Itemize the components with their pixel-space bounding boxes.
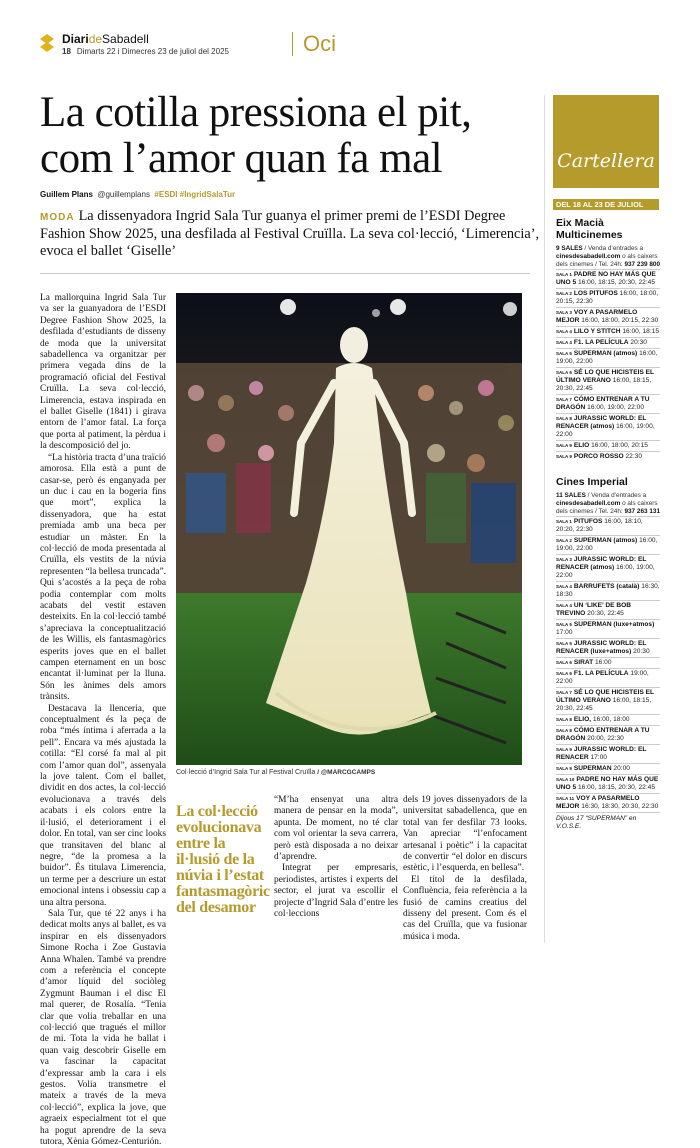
article-lead [40, 208, 540, 260]
film-title: SÉ LO QUE HICISTEIS EL ÚLTIMO VERANO [556, 369, 654, 384]
film-times: 16:00 [594, 659, 612, 666]
room-label: SALA 5 [556, 351, 572, 356]
film-times: 20:30 [633, 648, 650, 655]
cinema-info: 9 SALES / Venda d’entrades a cinesdesabadell.com o als caixers dels cinemes / Tel. 24h: 937 239 800 [556, 245, 660, 268]
film-title: JURASSIC WORLD: EL RENACER (atmos) [556, 556, 647, 571]
film-listing [556, 657, 660, 668]
film-listing [556, 367, 660, 394]
film-title: PITUFOS [573, 518, 603, 525]
film-times: 16:00, 18:15, 20:30, 22:45 [578, 279, 655, 286]
cinema-site-link[interactable]: cinesdesabadell.com [556, 253, 621, 260]
film-title: BARRUFETS (català) [573, 583, 640, 590]
film-times: 17:00 [556, 629, 573, 636]
film-listing [556, 619, 660, 638]
film-listing [556, 348, 660, 367]
film-title: SUPERMAN [573, 765, 612, 772]
film-listing [556, 581, 660, 600]
paragraph: Sala Tur, que té 22 anys i ha dedicat molts anys al ballet, es va inspirar en els dissenyadors Simone Rocha i Zoe Gustavia Anna Whalen. També va prendre com a referència el concepte d’amor líquid del sociòleg Zygmunt Bauman i el disc El mal querer, de Rosalía. “Tenia clar que volia treballar en una col·lecció que tragués el millor de mi. Tota la vida he ballat i quan vaig descobrir Giselle em va fascinar la capacitat d’expressar amb la cara i els gestos. Volia transmetre el mateix a través de la meva col·lecció”, explica la jove, que agraeix especialment tot el que ha pogut aprendre de la seva tutora, Xènia Gómez-Centurión. [40, 908, 166, 1148]
film-listing [556, 269, 660, 288]
film-listing [556, 451, 660, 462]
film-times: 16:30, 18:30, 20:30, 22:30 [581, 803, 659, 810]
film-times: 16:00, 18:15, 20:30, 22:45 [556, 697, 652, 712]
room-label: SALA 5 [556, 641, 572, 646]
room-label: SALA 4 [556, 603, 572, 608]
film-times: 20:00 [613, 765, 630, 772]
film-listing [556, 687, 660, 714]
sidebar-divider [544, 95, 545, 943]
film-times: 16:00, 18:00, 20:15, 22:30 [556, 290, 659, 305]
film-listing [556, 326, 660, 337]
film-listing [556, 744, 660, 763]
paragraph: “La història tracta d’una traïció amorosa. Ella està a punt de casar-se, però és enganyada per un duc i cau en la bogeria fins que mort”, explica la dissenyadora, que ha estat premiada amb una beca per estudiar un màster. En la col·lecció de moda presentada al Cruïlla, els vestits de la núvia representen “la bellesa truncada”. Qui s’acostés a la peça de roba podia contemplar com molts acabats del vestit estaven desteixits. En la col·lecció també s’apreciava la conceptualització de les Willis, els fantasmagòrics esperits joves que en el ballet campen eternament en un bosc encantat il·luminat per la lluna. Són les ànimes dels amors trànsits. [40, 452, 166, 703]
room-label: SALA 2 [556, 291, 572, 296]
runway-photo-illustration [176, 293, 522, 765]
paragraph: Integrat per empresaris, periodistes, artistes i experts del sector, el jurat va escollir el projecte d’Ingrid Sala d’entre les col·leccions [274, 863, 398, 920]
photo-credit: / @MARCGCAMPS [317, 769, 376, 776]
paragraph: El títol de la desfilada, Confluència, feia referència a la fusió de camins creatius del disseny del present. Com és el cas del Cruïlla, que va fusionar música i moda. [403, 874, 527, 942]
body-column-3 [403, 795, 527, 943]
film-listing [556, 307, 660, 326]
room-label: SALA 3 [556, 310, 572, 315]
film-listing [556, 774, 660, 793]
paragraph: Destacava la llenceria, que conceptualment és la peça de roba “més íntima i aferrada a la pell”. Encara va més ajustada la cotilla: “El corsé fa mal al pit com l’amor quan dol”, assenyala la jove talent. Com el ballet, dividit en dos actes, la col·lecció evolucionava a través dels acabats i els colors entre la il·lusió, el deteriorament i el dolor. En total, van ser cinc looks que transitaven del blanc al negre, “de la promesa a la buidor”. És titulava Limerencia, un terme per a descriure un estat emocional intens i obsessiu cap a una altra persona. [40, 703, 166, 908]
room-label: SALA 7 [556, 397, 572, 402]
page-number: 18 [62, 47, 71, 56]
film-title: SUPERMAN (atmos) [573, 350, 638, 357]
film-title: SIRAT [573, 659, 594, 666]
paragraph: La mallorquina Ingrid Sala Tur va ser la guanyadora de l’ESDI Degree Fashion Show 2025, la desfilada d’estudiants de disseny de moda que la universitat sabadellenca va organitzar per primera vegada dins de la programació oficial del Festival Cruïlla. La seva col·lecció, Limerencia, estava inspirada en el ballet Giselle (1841) i girava entorn de l’amor fatal. La força que porta al patiment, la pèrdua i la descomposició del jo. [40, 293, 166, 452]
room-label: SALA 4 [556, 340, 572, 345]
cinema-eix-macia [556, 217, 660, 462]
film-listing [556, 725, 660, 744]
room-label: SALA 6 [556, 370, 572, 375]
room-label: SALA 8 [556, 416, 572, 421]
film-listing [556, 516, 660, 535]
lead-text: La dissenyadora Ingrid Sala Tur guanya el primer premi de l’ESDI Degree Fashion Show 2025, una desfilada al Festival Cruïlla. La seva col·lecció, ‘Limerencia’, evoca el ballet ‘Giselle’ [40, 208, 540, 259]
author-handle[interactable]: @guillemplans [97, 190, 150, 199]
film-listing [556, 668, 660, 687]
film-listing [556, 554, 660, 581]
room-label: SALA 11 [556, 796, 575, 801]
film-times: 22:30 [625, 453, 643, 460]
paragraph: “M’ha ensenyat una altra manera de pensar en la moda”, apunta. De moment, no té clar com vol orientar la seva carrera, però està disposada a no deixar d’aprendre. [274, 795, 398, 863]
body-column-1 [40, 293, 166, 1148]
film-times: 16:00, 18:10, 20:20, 22:30 [556, 518, 643, 533]
film-times: 17:00 [590, 754, 607, 761]
film-listing [556, 337, 660, 348]
room-label: SALA 4 [556, 329, 572, 334]
film-title: JURASSIC WORLD: EL RENACER (atmos) [556, 415, 647, 430]
film-listing [556, 763, 660, 774]
screening-note: Dijous 17 “SUPERMAN” en V.O.S.E. [556, 812, 660, 831]
film-times: 16:00, 18:15, 20:30, 22:45 [578, 784, 655, 791]
room-label: SALA 1 [556, 272, 572, 277]
film-times: 16:00, 18:15, 20:30, 22:45 [556, 377, 652, 392]
room-label: SALA 3 [556, 557, 572, 562]
cinema-name: Eix Macià Multicinemes [556, 217, 623, 241]
film-title: JURASSIC WORLD: EL RENACER (luxe+atmos) [556, 640, 647, 655]
cinema-site-link[interactable]: cinesdesabadell.com [556, 500, 621, 507]
body-column-2 [274, 795, 398, 943]
page-meta [62, 47, 229, 56]
room-label: SALA 1 [556, 519, 572, 524]
cinema-imperial [556, 476, 660, 831]
film-title: LILO Y STITCH [573, 328, 621, 335]
film-times: 19:00, 22:00 [556, 670, 649, 685]
cartellera-banner [553, 95, 659, 188]
room-label: SALA 8 [556, 728, 572, 733]
room-label: SALA 6 [556, 660, 572, 665]
room-label: SALA 9 [556, 766, 572, 771]
film-title: PORCO ROSSO [573, 453, 624, 460]
film-title: PADRE NO HAY MÁS QUE UNO 5 [556, 776, 659, 791]
film-times: 20:00, 22:30 [587, 735, 624, 742]
room-label: SALA 10 [556, 777, 575, 782]
room-label: SALA 7 [556, 690, 572, 695]
film-title: VOY A PASARMELO MEJOR [556, 309, 638, 324]
film-listing [556, 288, 660, 307]
cinema-info: 11 SALES / Venda d’entrades a cinesdesabadell.com o als caixers dels cinemes / Tel. 24h: 937 263 131 [556, 492, 660, 515]
section-title: Oci [292, 32, 336, 56]
film-title: CÓMO ENTRENAR A TU DRAGÓN [556, 727, 650, 742]
article-photo [176, 293, 522, 765]
film-times: 16:30, 18:30 [556, 583, 660, 598]
room-label: SALA 9 [556, 747, 572, 752]
photo-caption: Col·lecció d’Ingrid Sala Tur al Festival Cruïlla / @MARCGCAMPS [176, 769, 376, 776]
film-listing [556, 440, 660, 451]
film-times: 20:30 [630, 339, 647, 346]
room-label: SALA 5 [556, 622, 572, 627]
film-listing [556, 535, 660, 554]
film-times: 20:30, 22:45 [587, 610, 624, 617]
byline [40, 190, 235, 199]
cinema-phone[interactable]: 937 239 800 [624, 261, 660, 268]
brand-logo[interactable]: DiarideSabadell [62, 32, 149, 46]
divider [40, 273, 530, 274]
room-label: SALA 2 [556, 538, 572, 543]
film-title: SÉ LO QUE HICISTEIS EL ÚLTIMO VERANO [556, 689, 654, 704]
room-label: SALA 8 [556, 717, 572, 722]
film-title: PADRE NO HAY MÁS QUE UNO 5 [556, 271, 656, 286]
paragraph: dels 19 joves dissenyadors de la universitat sabadellenca, que en total van fer desfilar 73 looks. Van apreciar “l’enfocament artesanal i poètic” i la capacitat de convertir “el dolor en discurs estètic, i l’esquerda, en bellesa”. [403, 795, 527, 874]
film-times: 16:00, 19:00, 22:00 [587, 404, 644, 411]
film-list [556, 269, 660, 462]
film-times: 16:00, 19:00, 22:00 [556, 423, 655, 438]
film-times: 16:00, 18:15 [622, 328, 660, 335]
pull-quote: La col·lecció evolucionava entre la il·lusió de la núvia i l’estat fantasmagòric del desamor [176, 803, 270, 916]
film-times: 16:00, 19:00, 22:00 [556, 350, 658, 365]
film-title: SUPERMAN (luxe+atmos) [573, 621, 655, 628]
film-title: F1. LA PELÍCULA [573, 670, 629, 677]
film-title: VOY A PASARMELO MEJOR [556, 795, 640, 810]
film-listing [556, 638, 660, 657]
film-title: ELIO, [573, 716, 592, 723]
film-times: 16:00, 18:00 [592, 716, 630, 723]
cartellera-title: Cartellera [557, 150, 655, 172]
film-list [556, 516, 660, 812]
film-times: 16:00, 18:00, 20:15, 22:30 [581, 317, 659, 324]
cinema-name: Cines Imperial [556, 476, 628, 488]
film-listing [556, 714, 660, 725]
film-listing [556, 394, 660, 413]
film-times: 16:00, 19:00, 22:00 [556, 564, 655, 579]
article-tags[interactable]: #ESDI #IngridSalaTur [154, 190, 236, 199]
lead-kicker: MODA [40, 212, 75, 223]
film-title: ELIO [573, 442, 590, 449]
film-title: SUPERMAN (atmos) [573, 537, 638, 544]
film-listing [556, 600, 660, 619]
film-title: UN ‘LIKE’ DE BOB TREVINO [556, 602, 631, 617]
room-label: SALA 9 [556, 443, 572, 448]
film-title: JURASSIC WORLD: EL RENACER [556, 746, 647, 761]
film-title: F1. LA PELÍCULA [573, 339, 629, 346]
film-times: 16:00, 19:00, 22:00 [556, 537, 658, 552]
film-listing [556, 413, 660, 440]
film-times: 16:00, 18:00, 20:15 [591, 442, 648, 449]
film-listing [556, 793, 660, 812]
cartellera-dates: DEL 18 AL 23 DE JULIOL [553, 199, 659, 210]
room-label: SALA 9 [556, 454, 572, 459]
room-label: SALA 6 [556, 671, 572, 676]
diari-logo-icon [40, 34, 54, 52]
room-label: SALA 4 [556, 584, 572, 589]
cinema-phone[interactable]: 937 263 131 [624, 508, 660, 515]
article-title: La cotilla pressiona el pit, com l’amor quan fa mal [40, 89, 472, 182]
issue-date: Dimarts 22 i Dimecres 23 de juliol del 2025 [76, 47, 229, 56]
film-title: LOS PITUFOS [573, 290, 618, 297]
film-title: CÓMO ENTRENAR A TU DRAGÓN [556, 396, 650, 411]
author-name: Guillem Plans [40, 190, 93, 199]
